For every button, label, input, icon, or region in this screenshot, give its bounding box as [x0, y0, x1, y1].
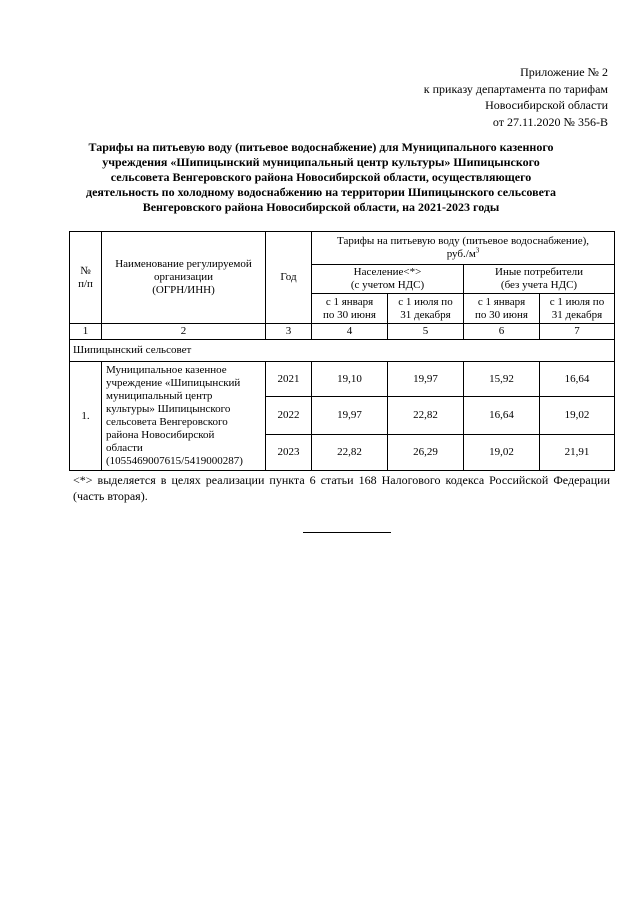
tariff-cell: 19,02 [464, 435, 540, 471]
section-row: Шипицынский сельсовет [70, 340, 615, 362]
header-tariffs: Тарифы на питьевую воду (питьевое водоснабжение), $руб./м^3$ [312, 232, 615, 265]
title-line: Венгеровского района Новосибирской области, на 2021-2023 годы [142, 200, 500, 214]
column-number: 2 [102, 324, 266, 340]
appendix-number: Приложение № 2 [520, 65, 608, 79]
year-cell: 2022 [266, 397, 312, 435]
header-period-first-half: с 1 января по 30 июня [464, 294, 540, 324]
title-line: сельсовета Венгеровского района Новосибирской области, осуществляющего [110, 170, 532, 184]
column-number: 5 [388, 324, 464, 340]
column-number: 1 [70, 324, 102, 340]
title-line: учреждения «Шипицынский муниципальный центр культуры» Шипицынского [102, 155, 540, 169]
title-line: деятельность по холодному водоснабжению на территории Шипицынского сельсовета [86, 185, 556, 199]
tariff-cell: 19,97 [312, 397, 388, 435]
entry-number: 1. [70, 362, 102, 471]
column-number: 7 [540, 324, 615, 340]
tariff-cell: 22,82 [312, 435, 388, 471]
column-number: 4 [312, 324, 388, 340]
header-period-second-half: с 1 июля по 31 декабря [540, 294, 615, 324]
appendix-region: Новосибирской области [485, 98, 608, 112]
column-number: 3 [266, 324, 312, 340]
tariff-cell: 19,02 [540, 397, 615, 435]
divider-line [303, 532, 391, 533]
header-period-first-half: с 1 января по 30 июня [312, 294, 388, 324]
column-number: 6 [464, 324, 540, 340]
tariff-cell: 22,82 [388, 397, 464, 435]
year-cell: 2023 [266, 435, 312, 471]
tariff-cell: 19,97 [388, 362, 464, 397]
appendix-block [308, 64, 608, 130]
document-title [78, 140, 564, 215]
tariff-cell: 19,10 [312, 362, 388, 397]
tariff-cell: 26,29 [388, 435, 464, 471]
year-cell: 2021 [266, 362, 312, 397]
tariff-cell: 16,64 [540, 362, 615, 397]
organization-cell: Муниципальное казенное учреждение «Шипицынский муниципальный центр культуры» Шипицынского сельсовета Венгеровского района Новосибирской области (1055469007615/5419000287) [102, 362, 266, 471]
cubic-superscript: 3 [475, 246, 480, 255]
tariff-cell: 16,64 [464, 397, 540, 435]
tariff-cell: 21,91 [540, 435, 615, 471]
header-row-number: № п/п [70, 232, 102, 324]
title-line: Тарифы на питьевую воду (питьевое водоснабжение) для Муниципального казенного [88, 140, 554, 154]
header-year: Год [266, 232, 312, 324]
header-population: Население<*> (с учетом НДС) [312, 265, 464, 294]
table-row [70, 362, 615, 397]
tariff-table [69, 231, 615, 471]
header-organization: Наименование регулируемой организации (ОГРН/ИНН) [102, 232, 266, 324]
appendix-order-ref: к приказу департамента по тарифам [423, 81, 608, 96]
header-period-second-half: с 1 июля по 31 декабря [388, 294, 464, 324]
footnote: <*> выделяется в целях реализации пункта 6 статьи 168 Налогового кодекса Российской Федерации (часть вторая). [73, 473, 610, 503]
tariff-cell: 15,92 [464, 362, 540, 397]
header-other-consumers: Иные потребители (без учета НДС) [464, 265, 615, 294]
appendix-date: от 27.11.2020 № 356-В [492, 114, 608, 129]
